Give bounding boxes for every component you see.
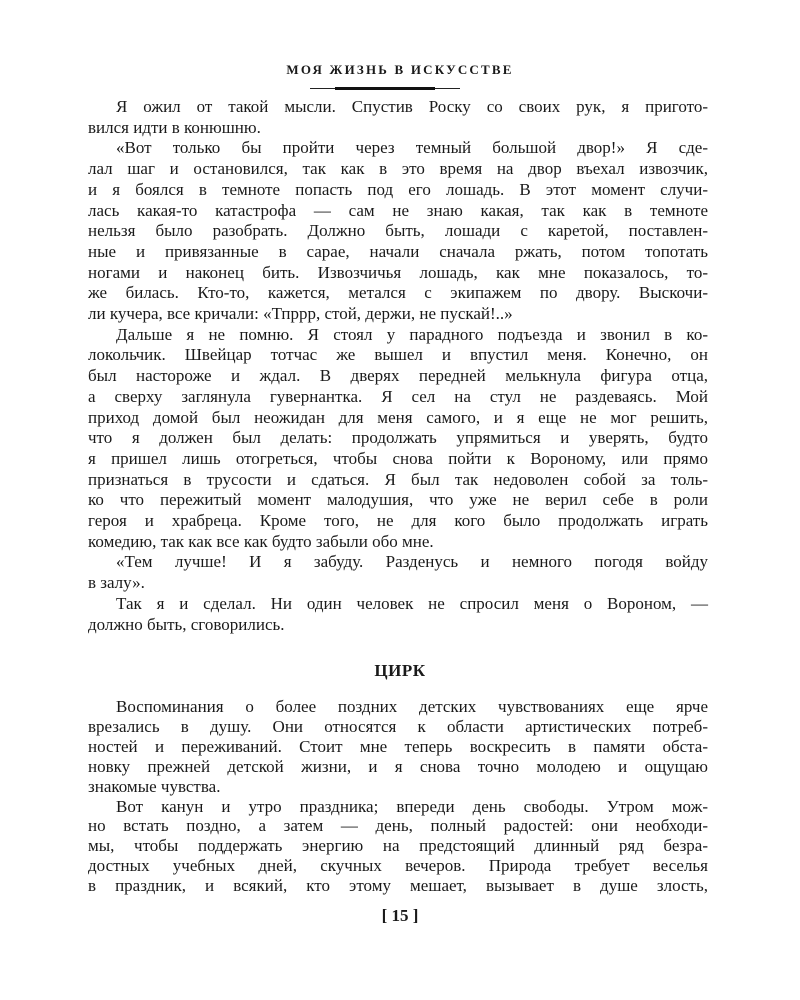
running-head: МОЯ ЖИЗНЬ В ИСКУССТВЕ [286,62,514,77]
paragraph [88,138,708,324]
text-line: лал шаг и остановился, так как в это время на двор въехал извозчик, [88,159,708,179]
text-line: ностей и переживаний. Стоит мне теперь воскресить в памяти обста- [88,736,708,756]
text-line: что я должен был делать: продолжать упрямиться и уверять, будто [88,428,708,448]
text-line: был настороже и ждал. В дверях передней мелькнула фигура отца, [88,366,708,386]
text-line: Дальше я не помню. Я стоял у парадного подъезда и звонил в ко- [116,324,708,344]
paragraph [88,594,708,635]
text-line: и я боялся в темноте попасть под его лошадь. В этот момент случи- [88,179,708,199]
text-line: ли кучера, все кричали: «Тпррр, стой, держи, не пускай!..» [88,304,513,324]
text-line: ко что пережитый момент малодушия, что уже не верил себе в роли [88,490,708,510]
paragraph [88,697,708,797]
page-number: [ 15 ] [381,906,419,925]
section-1-text [88,97,708,635]
text-line: но встать поздно, а затем — день, полный радостей: они необходи- [88,816,708,836]
paragraph [88,552,708,593]
text-line: в залу». [88,573,145,593]
text-line: признаться в трусости и сдаться. Я был так недоволен собой за толь- [88,469,708,489]
header-rule [310,88,460,89]
text-line: локольчик. Швейцар тотчас же вышел и впустил меня. Конечно, он [88,345,708,365]
paragraph [88,797,708,897]
text-line: я пришел лишь отогреться, чтобы снова пойти к Вороному, или прямо [88,448,708,468]
text-line: приход домой был неожидан для меня самого, и я еще не мог решить, [88,407,708,427]
text-line: лась какая-то катастрофа — сам не знаю какая, так как в темноте [88,200,708,220]
section-2-text [88,697,708,896]
text-line: же билась. Кто-то, кажется, метался с экипажем по двору. Выскочи- [88,283,708,303]
paragraph [88,325,708,553]
text-line: вился идти в конюшню. [88,117,261,137]
text-line: нельзя было разобрать. Должно быть, лошади с каретой, поставлен- [88,221,708,241]
text-line: Вот канун и утро праздника; впереди день свободы. Утром мож- [116,796,708,816]
text-line: достных учебных дней, скучных вечеров. Природа требует веселья [88,856,708,876]
text-line: а сверху заглянула гувернантка. Я сел на стул не раздеваясь. Мой [88,386,708,406]
text-line: Я ожил от такой мысли. Спустив Роску со своих рук, я пригото- [116,97,708,116]
text-line: новку прежней детской жизни, и я снова точно молодею и ощущаю [88,756,708,776]
text-line: врезались в душу. Они относятся к области артистических потреб- [88,716,708,736]
text-line: героя и храбреца. Кроме того, не для кого было продолжать играть [88,511,708,531]
text-line: ные и привязанные в сарае, начали сначала ржать, потом топотать [88,241,708,261]
chapter-heading: ЦИРК [374,661,426,680]
text-line: «Вот только бы пройти через темный большой двор!» Я сде- [116,138,708,158]
text-line: комедию, так как все как будто забыли обо мне. [88,531,434,551]
text-line: в праздник, и всякий, кто этому мешает, вызывает в душе злость, [88,876,708,896]
text-line: ногами и наконец бить. Извозчичья лошадь, как мне показалось, то- [88,262,708,282]
text-line: «Тем лучше! И я забуду. Разденусь и немного погодя войду [116,552,708,572]
text-line: Так я и сделал. Ни один человек не спросил меня о Вороном, — [116,593,708,613]
text-line: Воспоминания о более поздних детских чувствованиях еще ярче [116,697,708,716]
text-line: мы, чтобы поддержать энергию на предстоящий длинный ряд безра- [88,836,708,856]
text-line: должно быть, сговорились. [88,614,285,634]
paragraph [88,97,708,138]
text-line: знакомые чувства. [88,776,221,796]
